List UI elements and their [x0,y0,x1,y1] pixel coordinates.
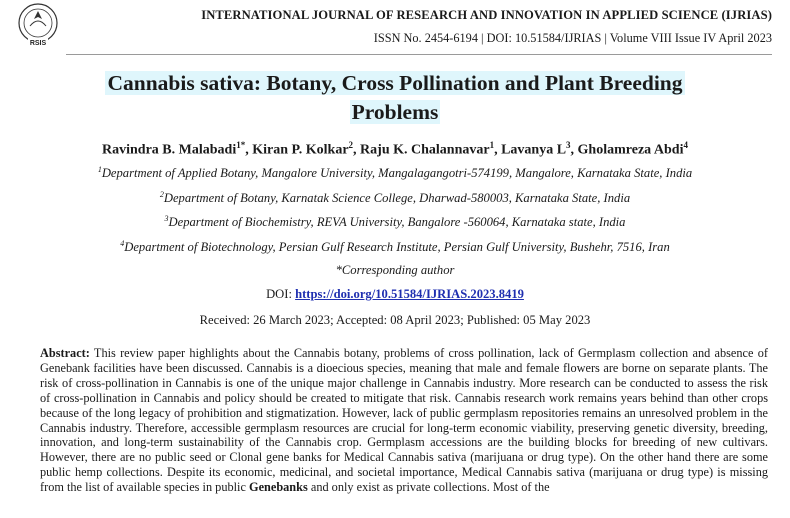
publication-dates: Received: 26 March 2023; Accepted: 08 April 2023; Published: 05 May 2023 [199,313,591,327]
author-name: Kiran P. Kolkar [252,142,349,158]
author-name: Lavanya L [501,142,567,158]
doi-label: DOI: [266,287,292,301]
journal-logo [16,2,60,48]
affiliation-number: 1 [97,165,102,174]
abstract-bold-term: Genebanks [249,480,308,495]
author-list: Ravindra B. Malabadi$^{1*}$, Kiran P. Kolkar$^2$, Raju K. Chalannavar$^1$, Lavanya $L^3$, Gholamreza Abdi$^4$ [102,140,688,158]
affiliation-number: 3 [164,214,169,223]
author-name: Gholamreza Abdi [577,142,684,158]
author-affiliation-mark: 3 [566,140,571,150]
author-affiliation-mark: 1* [236,140,246,150]
paper-title [0,69,790,127]
issn-line: ISSN No. 2454-6194 | DOI: 10.51584/IJRIAS | Volume VIII Issue IV April 2023 [373,31,772,45]
author-affiliation-mark: 1 [489,140,495,150]
abstract-label: Abstract: [40,346,90,360]
abstract-text-continued: and only exist as private collections. Most of the [307,480,550,495]
journal-name: INTERNATIONAL JOURNAL OF RESEARCH AND INNOVATION IN APPLIED SCIENCE (IJRIAS) [201,8,772,22]
author-affiliation-mark: 2 [348,140,354,150]
header-rule [66,54,772,55]
affiliation-number: 4 [120,239,125,248]
affiliation-text: Department of Biotechnology, Persian Gulf Research Institute, Persian Gulf University, Bushehr, 7516, Iran [124,240,670,255]
author-name: Raju K. Chalannavar [360,142,490,158]
abstract [40,346,768,495]
affiliation [0,165,790,181]
author-affiliation-mark: 4 [683,140,688,150]
affiliation [0,239,790,255]
affiliation-text: Department of Biochemistry, REVA University, Bangalore -560064, Karnataka state, India [168,215,626,230]
doi-line [0,287,790,302]
abstract-text: This review paper highlights about the Cannabis botany, problems of cross pollination, lack of Germplasm collection and absence of Genebank facilities have been discussed. Cannabis is a dioecious species, meaning that male and female flowers are borne on separate plants. The risk of cross-pollination in Cannabis is one of the unique major challenge in Cannabis industry. More research can be conducted to assess the risk of cross-pollination in Cannabis and policy should be created to mitigate that risk. Cannabis research work remains years behind than other crops because of the long legacy of prohibition and stigmatization. However, lack of public germplasm repositories remains an unresolved problem in the Cannabis industry. Therefore, accessible germplasm resources are crucial for long-term economic viability, preserving genetic diversity, breeding, innovation, and long-term sustainability of the Cannabis crop. Germplasm accessions are the building blocks for breeding of new cultivars. However, there are no public seed or Clonal gene banks for Medical Cannabis sativa (marijuana or drug type). On the other hand there are some public hemp collections. Despite its economic, medicinal, and societal importance, Medical Cannabis sativa (marijuana or drug type) is missing from the list of available species in public [40,346,768,495]
corresponding-author-note: *Corresponding author [335,263,455,277]
affiliation [0,214,790,230]
affiliation-number: 2 [159,190,164,199]
title-line-1: Cannabis sativa: Botany, Cross Pollination and Plant Breeding [107,71,683,95]
title-line-2: Problems [351,100,439,124]
author-name: Ravindra B. Malabadi [102,142,237,158]
logo-text: RSIS [29,40,47,47]
affiliation-text: Department of Botany, Karnatak Science College, Dharwad-580003, Karnataka State, India [163,191,631,206]
affiliation [0,190,790,206]
affiliation-text: Department of Applied Botany, Mangalore University, Mangalagangotri-574199, Mangalore, Karnataka State, India [101,166,693,181]
doi-link[interactable]: https://doi.org/10.51584/IJRIAS.2023.8419 [295,287,524,301]
